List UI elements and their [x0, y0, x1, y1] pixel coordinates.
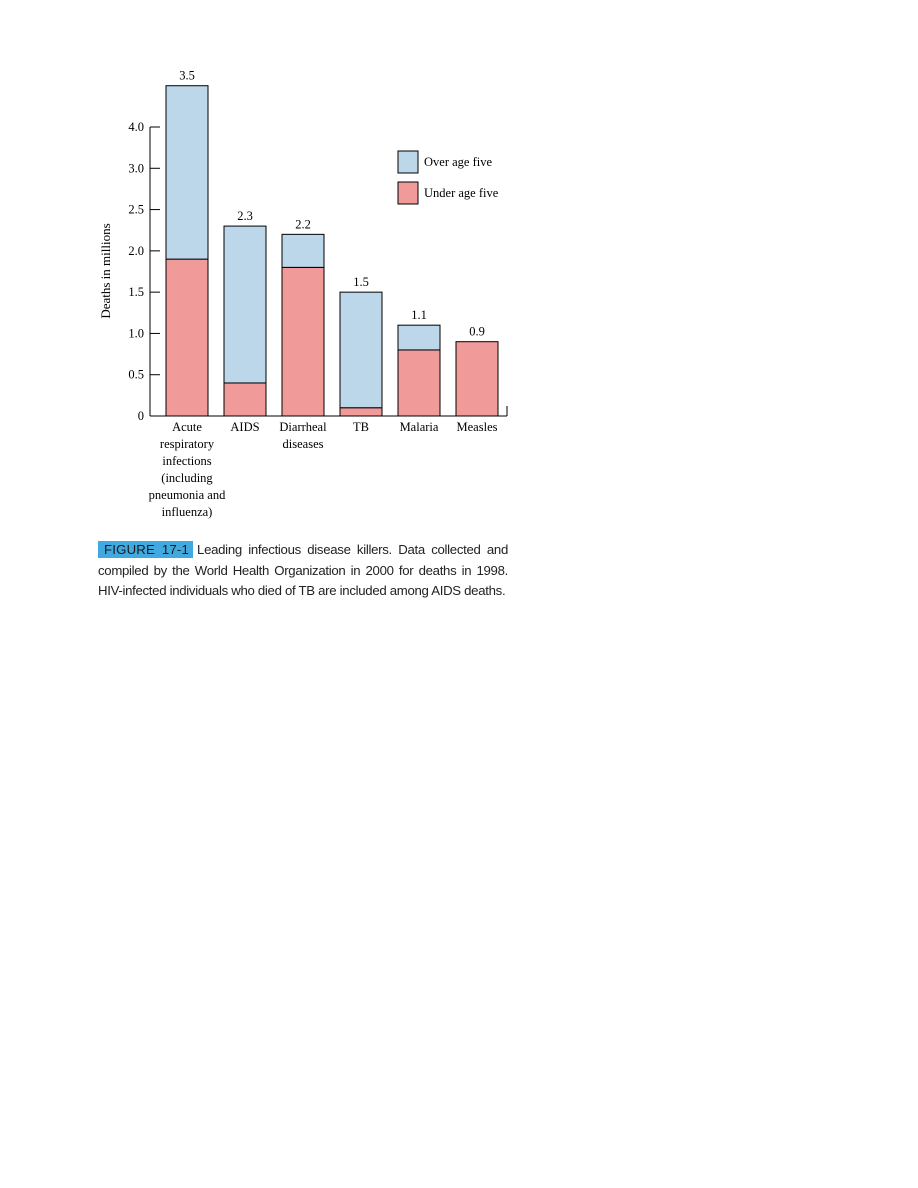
bar-total-label: 2.2 — [295, 217, 311, 232]
bar-segment-over-five — [340, 292, 382, 408]
bars — [166, 86, 498, 416]
figure-label: FIGURE 17-1 — [98, 541, 193, 558]
x-category-label-line: Measles — [456, 420, 498, 434]
bar-segment-over-five — [282, 234, 324, 267]
x-category-label — [149, 420, 226, 519]
x-category-label-line: AIDS — [230, 420, 260, 434]
y-tick-label: 2.0 — [128, 243, 144, 258]
x-category-label-line: Acute — [172, 420, 202, 434]
bar-segment-under-five — [340, 408, 382, 416]
bar-segment-under-five — [166, 259, 208, 416]
bar-total-label: 2.3 — [237, 209, 253, 224]
bar-segment-over-five — [224, 226, 266, 383]
y-tick-label: 1.5 — [128, 285, 144, 300]
bar-total-label: 1.5 — [353, 275, 369, 290]
bar-segment-under-five — [282, 267, 324, 416]
x-axis — [149, 406, 507, 519]
legend-label: Under age five — [424, 186, 499, 200]
figure-caption — [98, 540, 508, 602]
y-tick-label: 2.5 — [128, 202, 144, 217]
x-category-label-line: pneumonia and — [148, 488, 226, 502]
x-category-label-line: Malaria — [399, 420, 439, 434]
bar-total-label: 1.1 — [411, 308, 427, 323]
x-category-label-line: diseases — [282, 437, 324, 451]
bar-segment-under-five — [224, 383, 266, 416]
bar-total-label: 3.5 — [179, 68, 195, 83]
bar-segment-under-five — [398, 350, 440, 416]
y-axis-title: Deaths in millions — [98, 223, 113, 319]
legend-swatch — [398, 151, 418, 173]
y-tick-label: 0 — [137, 409, 144, 423]
x-category-label — [400, 420, 439, 434]
x-category-label-line: (including — [161, 471, 213, 485]
caption-text: Leading infectious disease killers. Data collected and compiled by the World Health Organization in 2000 for deaths in 1998. HIV-infected individuals who died of TB are included among AIDS deaths. — [98, 542, 508, 598]
legend-swatch — [398, 182, 418, 204]
x-category-label-line: Diarrheal — [279, 420, 327, 434]
bar-segment-under-five — [456, 342, 498, 416]
y-tick-label: 4.0 — [128, 120, 144, 134]
legend — [398, 151, 499, 204]
bar-total-label: 0.9 — [469, 324, 485, 339]
legend-label: Over age five — [424, 155, 493, 169]
x-category-label-line: respiratory — [159, 437, 215, 451]
x-category-label-line: infections — [162, 454, 212, 468]
bar-segment-over-five — [166, 86, 208, 259]
y-tick-label: 3.0 — [128, 161, 144, 176]
x-category-label — [230, 420, 259, 434]
x-category-label — [279, 420, 327, 451]
y-axis — [98, 120, 160, 423]
stacked-bar-chart — [0, 0, 918, 540]
x-category-label — [353, 420, 369, 434]
y-tick-label: 0.5 — [128, 367, 144, 382]
bar-segment-over-five — [398, 325, 440, 350]
x-category-label — [457, 420, 498, 434]
x-category-label-line: influenza) — [161, 505, 213, 519]
x-category-label-line: TB — [353, 420, 369, 434]
y-tick-label: 1.0 — [128, 326, 144, 341]
